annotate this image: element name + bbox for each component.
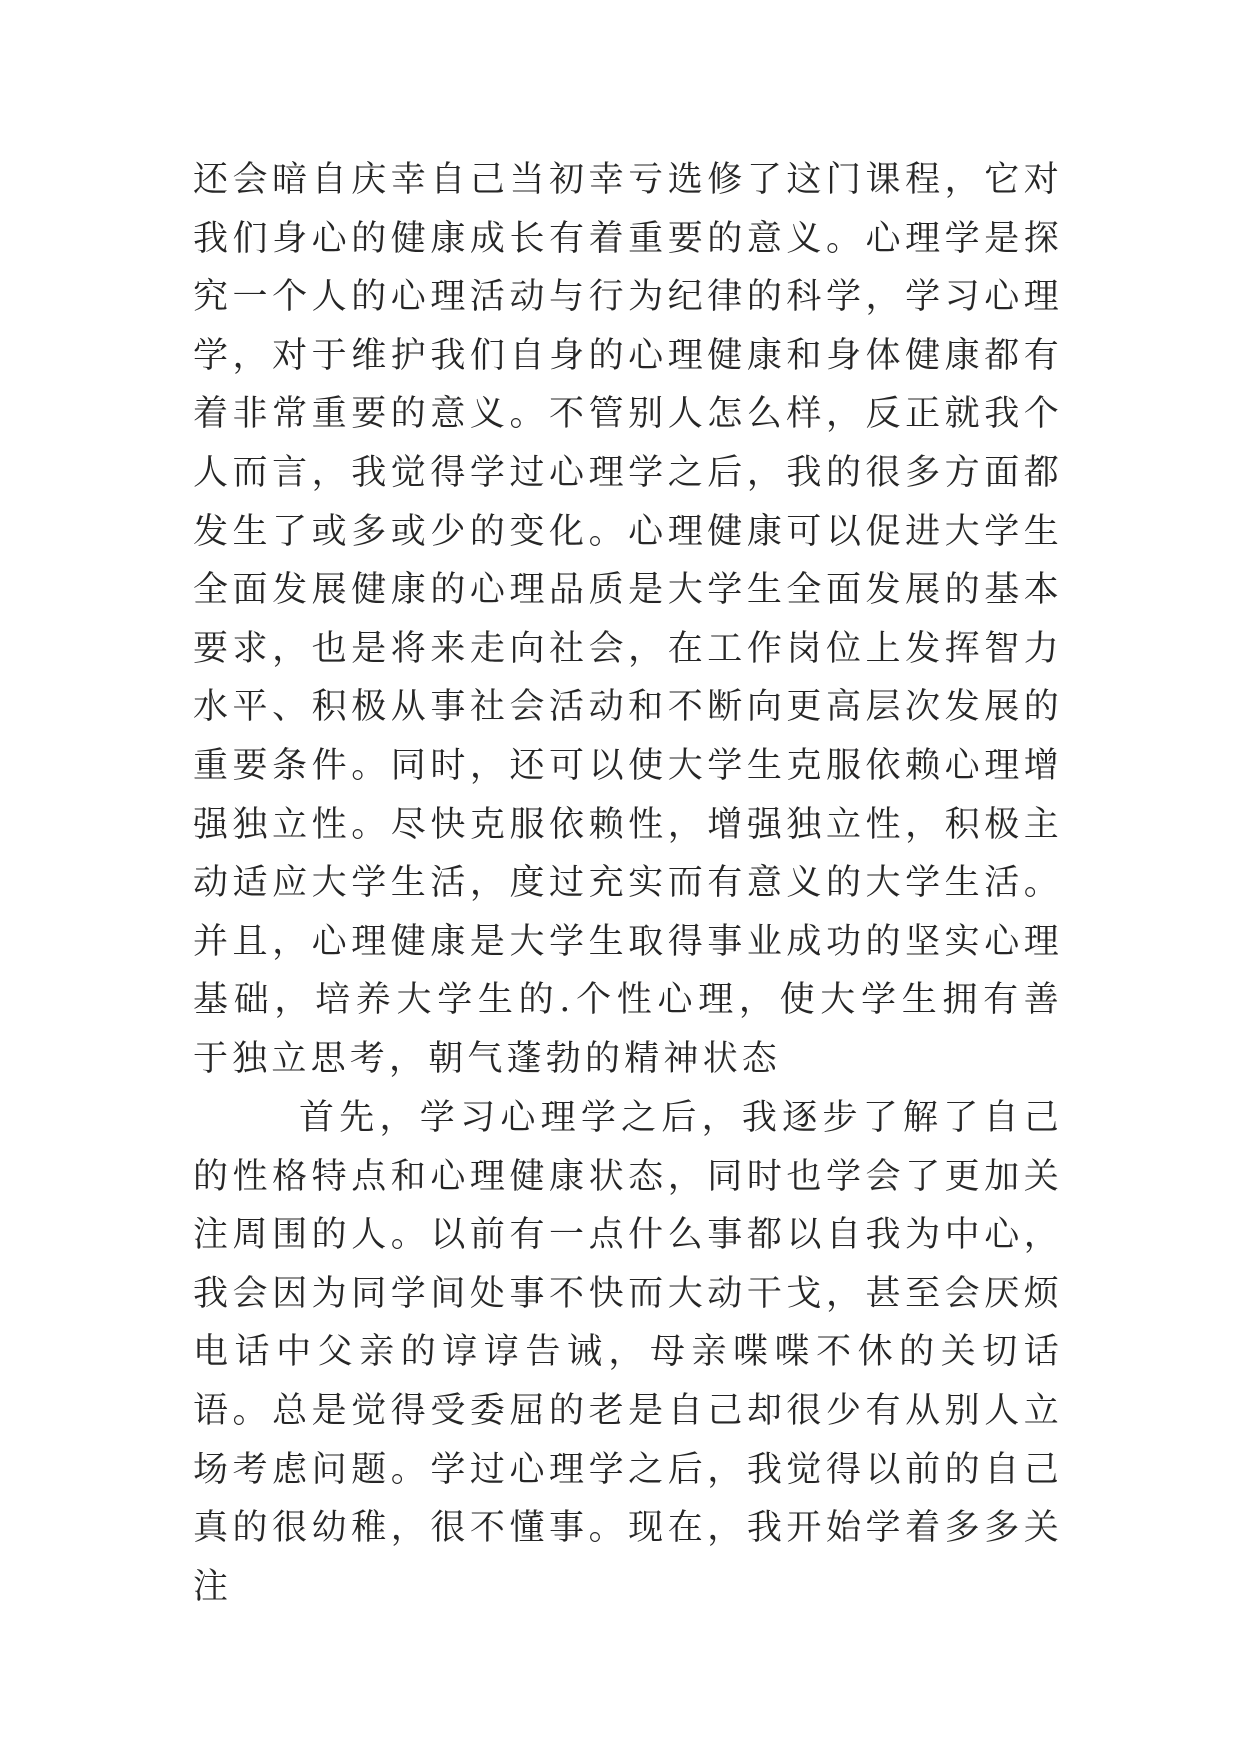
body-paragraph-2: 首先，学习心理学之后，我逐步了解了自己的性格特点和心理健康状态，同时也学会了更加关注周围的人。以前有一点什么事都以自我为中心，我会因为同学间处事不快而大动干戈，甚至会厌烦电话中父亲的谆谆告诫，母亲喋喋不休的关切话语。总是觉得受委屈的老是自己却很少有从别人立场考虑问题。学过心理学之后，我觉得以前的自己真的很幼稚，很不懂事。现在，我开始学着多多关注 [193, 1098, 1063, 1607]
body-paragraph-1: 还会暗自庆幸自己当初幸亏选修了这门课程，它对我们身心的健康成长有着重要的意义。心理学是探究一个人的心理活动与行为纪律的科学，学习心理学，对于维护我们自身的心理健康和身体健康都有着非常重要的意义。不管别人怎么样，反正就我个人而言，我觉得学过心理学之后，我的很多方面都发生了或多或少的变化。心理健康可以促进大学生全面发展健康的心理品质是大学生全面发展的基本要求，也是将来走向社会，在工作岗位上发挥智力水平、积极从事社会活动和不断向更高层次发展的重要条件。同时，还可以使大学生克服依赖心理增强独立性。尽快克服依赖性，增强独立性，积极主动适应大学生活，度过充实而有意义的大学生活。并且，心理健康是大学生取得事业成功的坚实心理基础，培养大学生的.个性心理，使大学生拥有善于独立思考，朝气蓬勃的精神状态 [193, 160, 1063, 1079]
